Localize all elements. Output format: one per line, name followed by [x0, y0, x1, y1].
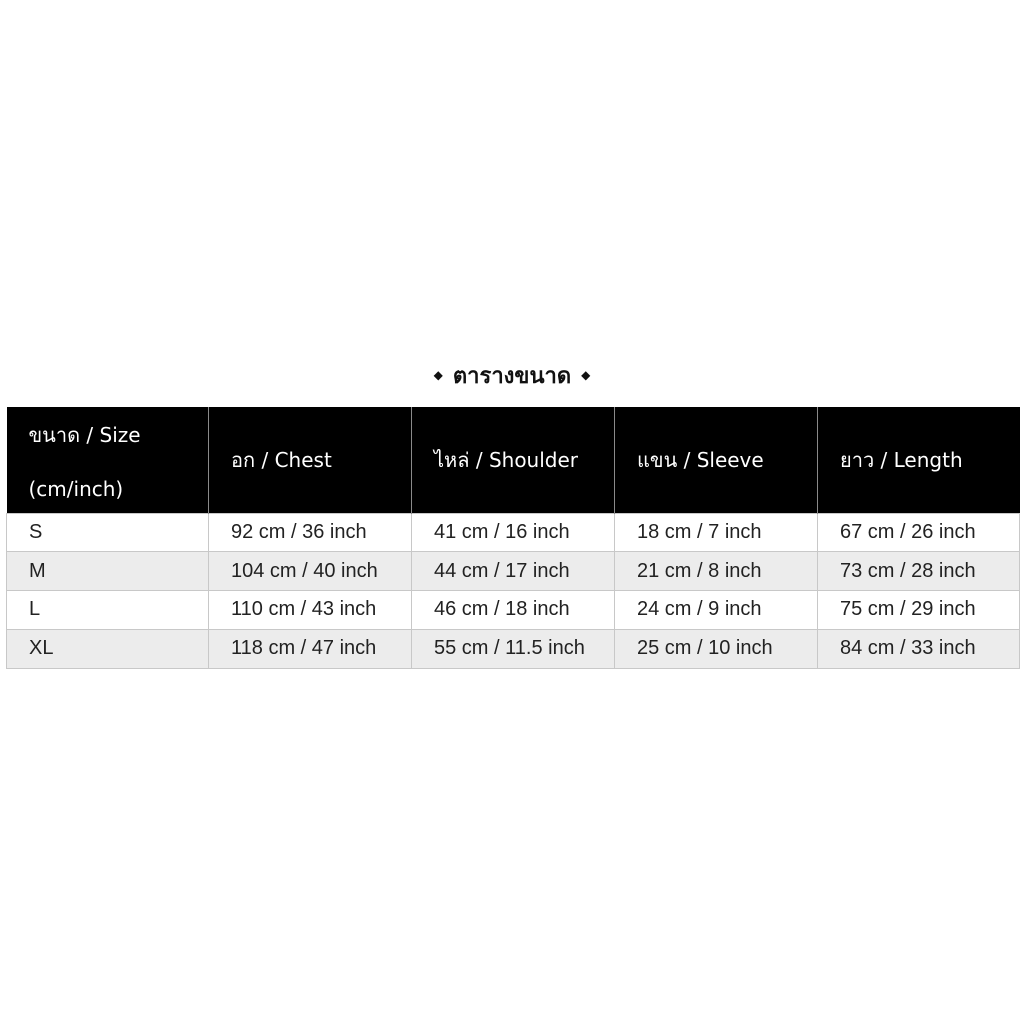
cell-chest: 92 cm / 36 inch: [209, 513, 412, 552]
cell-length: 84 cm / 33 inch: [818, 629, 1020, 668]
table-row: [7, 552, 1020, 591]
size-table-body: [7, 513, 1020, 668]
size-table: [6, 407, 1020, 669]
cell-shoulder: 44 cm / 17 inch: [412, 552, 615, 591]
cell-size: S: [7, 513, 209, 552]
diamond-bullet-icon: ◆: [581, 368, 591, 382]
table-row: [7, 629, 1020, 668]
header-size-label: ขนาด / Size: [28, 422, 141, 447]
header-sleeve: แขน / Sleeve: [615, 407, 818, 513]
cell-shoulder: 41 cm / 16 inch: [412, 513, 615, 552]
cell-chest: 110 cm / 43 inch: [209, 591, 412, 630]
table-row: [7, 591, 1020, 630]
header-size-unit: (cm/inch): [28, 476, 124, 501]
cell-shoulder: 55 cm / 11.5 inch: [412, 629, 615, 668]
cell-length: 73 cm / 28 inch: [818, 552, 1020, 591]
size-chart-title-text: ตารางขนาด: [452, 363, 572, 389]
cell-length: 67 cm / 26 inch: [818, 513, 1020, 552]
cell-size: XL: [7, 629, 209, 668]
cell-sleeve: 25 cm / 10 inch: [615, 629, 818, 668]
cell-sleeve: 21 cm / 8 inch: [615, 552, 818, 591]
table-row: [7, 513, 1020, 552]
cell-size: M: [7, 552, 209, 591]
cell-sleeve: 24 cm / 9 inch: [615, 591, 818, 630]
header-row: [7, 407, 1020, 513]
diamond-bullet-icon: ◆: [433, 368, 443, 382]
cell-size: L: [7, 591, 209, 630]
header-chest: อก / Chest: [209, 407, 412, 513]
cell-chest: 118 cm / 47 inch: [209, 629, 412, 668]
cell-sleeve: 18 cm / 7 inch: [615, 513, 818, 552]
cell-shoulder: 46 cm / 18 inch: [412, 591, 615, 630]
header-shoulder: ไหล่ / Shoulder: [412, 407, 615, 513]
header-size: [7, 407, 209, 513]
size-table-header: [7, 407, 1020, 513]
size-chart-title: [0, 358, 1024, 392]
header-length: ยาว / Length: [818, 407, 1020, 513]
cell-length: 75 cm / 29 inch: [818, 591, 1020, 630]
cell-chest: 104 cm / 40 inch: [209, 552, 412, 591]
